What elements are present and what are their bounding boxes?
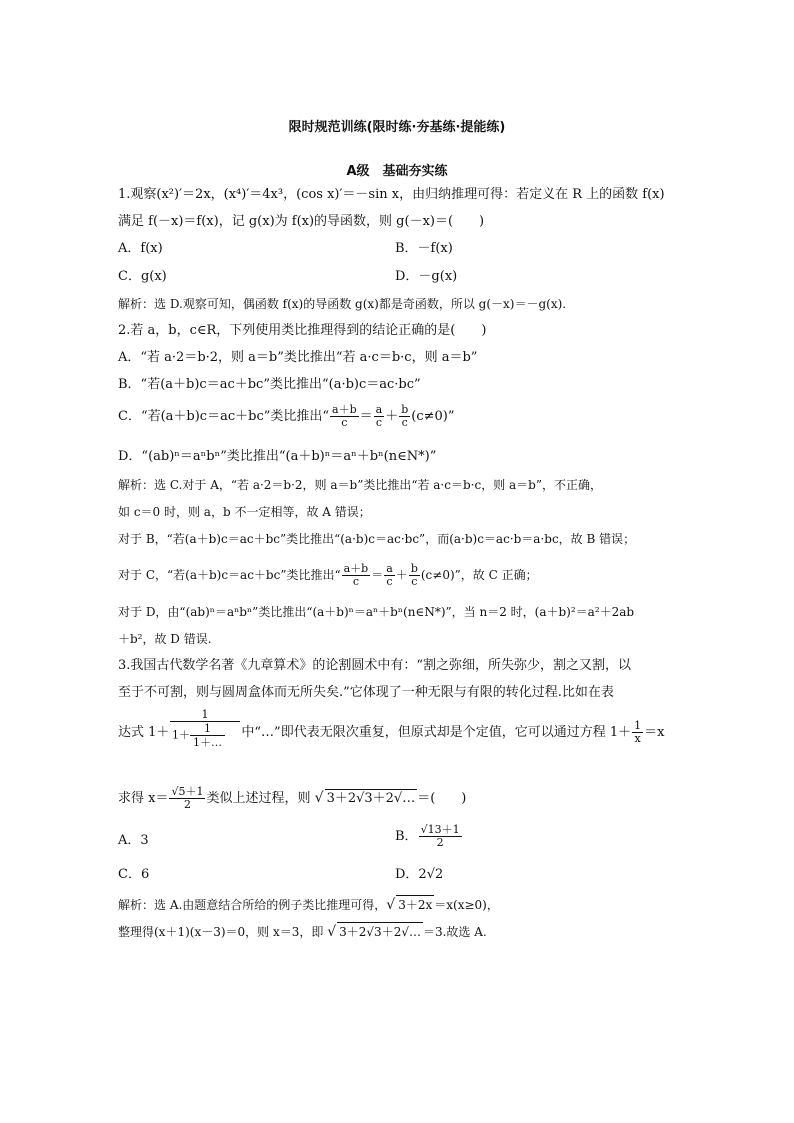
numerator: b bbox=[410, 562, 418, 575]
radical-sign: √ bbox=[314, 790, 324, 806]
denominator: 2 bbox=[436, 836, 444, 849]
denominator: c bbox=[352, 575, 359, 588]
answer-text: 解析：选 A.由题意结合所给的例子类比推理可得， bbox=[118, 898, 387, 912]
q1-options-row2 bbox=[118, 268, 678, 286]
numerator: a bbox=[386, 562, 393, 575]
q1-stem-line1: 1.观察(x²)′＝2x，(x⁴)′＝4x³，(cos x)′＝－sin x，由归纳推理可得：若定义在 R 上的函数 f(x) bbox=[118, 187, 665, 202]
q3-option-d: D．2√2 bbox=[395, 867, 444, 882]
plus-sign: ＋ bbox=[385, 409, 399, 424]
q3-stem-text: ＝( ) bbox=[417, 791, 467, 806]
q3-stem-line1: 3.我国古代数学名著《九章算术》的论割圆术中有：“割之弥细，所失弥少，割之又割，以 bbox=[118, 658, 632, 673]
option-label: B． bbox=[395, 829, 418, 844]
denominator: x bbox=[634, 732, 641, 745]
denominator: c bbox=[375, 416, 382, 429]
fraction bbox=[632, 720, 643, 745]
q3-option-a: A．3 bbox=[118, 833, 149, 848]
radical-sign: √ bbox=[327, 924, 337, 940]
q1-option-d: D．－g(x) bbox=[395, 269, 458, 284]
q2-option-b: B．“若(a＋b)c＝ac＋bc”类比推出“(a·b)c＝ac·bc” bbox=[118, 377, 421, 392]
fraction bbox=[190, 722, 225, 749]
numerator: a bbox=[375, 403, 383, 416]
fraction bbox=[330, 404, 359, 429]
denominator: c bbox=[386, 575, 393, 588]
fraction bbox=[342, 563, 371, 588]
cf-denominator-prefix: 1＋ bbox=[172, 728, 190, 742]
q2-option-c-prefix: C．“若(a＋b)c＝ac＋bc”类比推出“ bbox=[118, 409, 330, 424]
fraction bbox=[409, 563, 420, 588]
denominator: 1＋… bbox=[193, 736, 222, 749]
fraction bbox=[419, 824, 462, 849]
denominator: 2 bbox=[183, 798, 191, 811]
q3-stem-text: 求得 x＝ bbox=[118, 791, 169, 806]
numerator: 1 bbox=[634, 719, 642, 732]
equals-sign: ＝ bbox=[359, 409, 373, 424]
q1-option-b: B．－f(x) bbox=[395, 241, 453, 256]
fraction bbox=[384, 563, 395, 588]
q3-stem-text: 中“…”即代表无限次重复，但原式却是个定值，它可以通过方程 1＋ bbox=[241, 725, 632, 740]
radicand: 3＋2x bbox=[396, 895, 434, 914]
q3-stem-text: ＝x bbox=[644, 725, 665, 740]
q2-stem: 2.若 a，b，c∈R，下列使用类比推理得到的结论正确的是( ) bbox=[118, 323, 487, 338]
section-heading: A级 基础夯实练 bbox=[346, 164, 448, 179]
radical-sign: √ bbox=[386, 897, 396, 913]
q3-stem-line4 bbox=[118, 786, 678, 811]
q3-options-row1 bbox=[118, 823, 678, 850]
q3-stem-text: 类似上述过程，则 bbox=[206, 791, 311, 806]
q3-option-c: C．6 bbox=[118, 867, 150, 882]
q2-option-d: D．“(ab)ⁿ＝aⁿbⁿ”类比推出“(a＋b)ⁿ＝aⁿ＋bⁿ(n∈N*)” bbox=[118, 449, 437, 464]
answer-text: ＝x(x≥0)， bbox=[434, 898, 499, 912]
q1-option-a: A．f(x) bbox=[118, 241, 163, 256]
page-title: 限时规范训练(限时练·夯基练·提能练) bbox=[288, 120, 506, 135]
numerator: 1 bbox=[190, 722, 225, 736]
radicand: 3＋2√3＋2√… bbox=[337, 922, 423, 941]
q3-option-b bbox=[395, 824, 463, 849]
q1-option-c: C．g(x) bbox=[118, 269, 167, 284]
q1-options-row1 bbox=[118, 240, 678, 258]
plus-sign: ＋ bbox=[395, 568, 408, 582]
answer-text: 对于 C，“若(a＋b)c＝ac＋bc”类比推出“ bbox=[118, 568, 341, 582]
q2-answer-line5: 对于 D，由“(ab)ⁿ＝aⁿbⁿ”类比推出“(a＋b)ⁿ＝aⁿ＋bⁿ(n∈N*)”，当 n＝2 时，(a＋b)²＝a²＋2ab bbox=[118, 605, 635, 619]
numerator: a＋b bbox=[332, 403, 357, 416]
q3-answer-line1 bbox=[118, 895, 678, 914]
q2-option-c-suffix: (c≠0)” bbox=[411, 409, 455, 424]
q3-answer-line2 bbox=[118, 922, 678, 941]
q2-option-a: A．“若 a·2＝b·2，则 a＝b”类比推出“若 a·c＝b·c，则 a＝b” bbox=[118, 350, 478, 365]
continued-fraction-denominator bbox=[170, 722, 240, 749]
equals-sign: ＝ bbox=[371, 568, 384, 582]
answer-text: 整理得(x＋1)(x－3)＝0，则 x＝3，即 bbox=[118, 925, 324, 939]
q2-answer-line1: 解析：选 C.对于 A，“若 a·2＝b·2，则 a＝b”类比推出“若 a·c＝b·c，则 a＝b”，不正确， bbox=[118, 478, 602, 492]
q2-answer-line4 bbox=[118, 563, 678, 588]
answer-text: ＝3.故选 A. bbox=[422, 925, 487, 939]
q2-answer-line2: 如 c＝0 时，则 a，b 不一定相等，故 A 错误； bbox=[118, 505, 371, 519]
denominator: c bbox=[411, 575, 418, 588]
continued-fraction-numerator: 1 bbox=[170, 708, 240, 722]
numerator: a＋b bbox=[343, 562, 369, 575]
denominator: c bbox=[341, 416, 348, 429]
q2-option-c bbox=[118, 404, 678, 429]
continued-fraction bbox=[170, 708, 240, 749]
q3-stem-text: 达式 1＋ bbox=[118, 725, 170, 740]
fraction bbox=[399, 404, 410, 429]
q2-answer-line6: ＋b²，故 D 错误. bbox=[118, 632, 212, 646]
radicand: 3＋2√3＋2√… bbox=[326, 791, 416, 806]
fraction bbox=[169, 786, 205, 811]
numerator: √13＋1 bbox=[420, 823, 460, 836]
q2-answer-line3: 对于 B，“若(a＋b)c＝ac＋bc”类比推出“(a·b)c＝ac·bc”，而(a·b)c＝ac·b＝a·bc，故 B 错误； bbox=[118, 532, 636, 546]
numerator: b bbox=[401, 403, 409, 416]
q3-options-row2 bbox=[118, 866, 678, 884]
numerator: √5＋1 bbox=[171, 785, 204, 798]
answer-text: (c≠0)”，故 C 正确； bbox=[420, 568, 538, 582]
q1-answer: 解析：选 D.观察可知，偶函数 f(x)的导函数 g(x)都是奇函数，所以 g(－x)＝－g(x). bbox=[118, 297, 567, 311]
q1-stem-line2: 满足 f(－x)＝f(x)，记 g(x)为 f(x)的导函数，则 g(－x)＝( ) bbox=[118, 214, 485, 229]
fraction bbox=[374, 404, 385, 429]
q3-stem-line2: 至于不可割，则与圆周盒体而无所失矣.”它体现了一种无限与有限的转化过程.比如在表 bbox=[118, 685, 614, 700]
denominator: c bbox=[401, 416, 408, 429]
